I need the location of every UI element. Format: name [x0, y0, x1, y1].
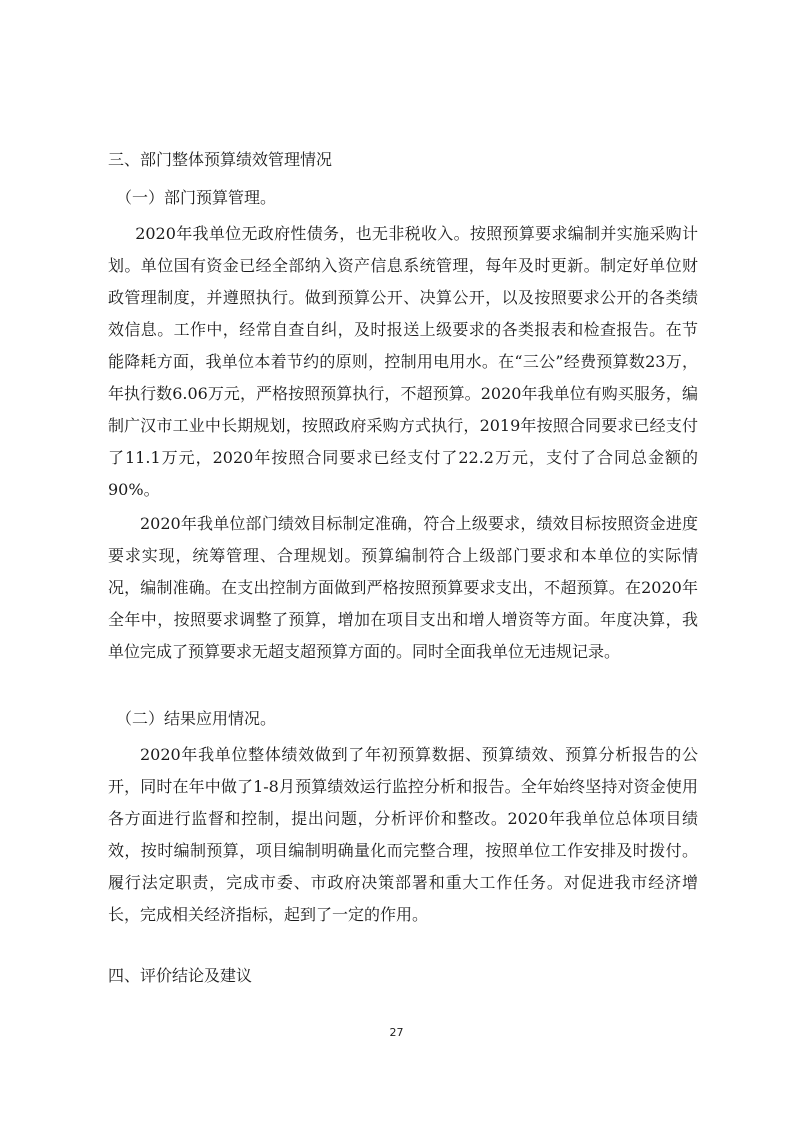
page-number: 27 — [389, 1026, 404, 1039]
paragraph-result-application: 2020年我单位整体绩效做到了年初预算数据、预算绩效、预算分析报告的公开，同时在年中做了1-8月预算绩效运行监控分析和报告。全年始终坚持对资金使用各方面进行监督和控制，提出问题，分析评价和整改。2020年我单位总体项目绩效，按时编制预算，项目编制明确量化而完整合理，按照单位工作安排及时拨付。履行法定职责，完成市委、市政府决策部署和重大工作任务。对促进我市经济增长，完成相关经济指标，起到了一定的作用。 — [108, 745, 698, 924]
subsection-heading-2: （二）结果应用情况。 — [116, 709, 277, 728]
section-heading-4: 四、评价结论及建议 — [108, 966, 253, 985]
paragraph-budget-management: 2020年我单位无政府性债务，也无非税收入。按照预算要求编制并实施采购计划。单位国有资金已经全部纳入资产信息系统管理，每年及时更新。制定好单位财政管理制度，并遵照执行。做到预算公开、决算公开，以及按照要求公开的各类绩效信息。工作中，经常自查自纠，及时报送上级要求的各类报表和检查报告。在节能降耗方面，我单位本着节约的原则，控制用电用水。在“三公”经费预算数23万，年执行数6.06万元，严格按照预算执行，不超预算。2020年我单位有购买服务，编制广汉市工业中长期规划，按照政府采购方式执行，2019年按照合同要求已经支付了11.1万元，2020年按照合同要求已经支付了22.2万元，支付了合同总金额的90%。 — [108, 224, 698, 499]
subsection-heading-1: （一）部门预算管理。 — [116, 188, 277, 207]
section-heading-3: 三、部门整体预算绩效管理情况 — [108, 150, 333, 169]
paragraph-performance-targets: 2020年我单位部门绩效目标制定准确，符合上级要求，绩效目标按照资金进度要求实现，统筹管理、合理规划。预算编制符合上级部门要求和本单位的实际情况，编制准确。在支出控制方面做到严格按照预算要求支出，不超预算。在2020年全年中，按照要求调整了预算，增加在项目支出和增人增资等方面。年度决算，我单位完成了预算要求无超支超预算方面的。同时全面我单位无违规记录。 — [108, 514, 698, 661]
